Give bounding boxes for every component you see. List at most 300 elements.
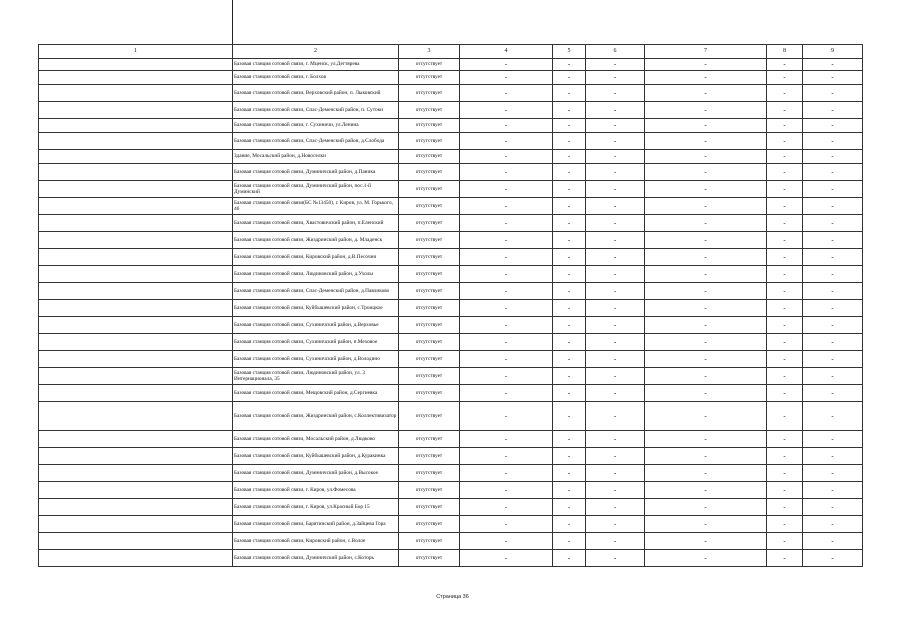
margin-rule [232,0,233,44]
dash-cell: - [586,102,645,119]
dash-cell: - [803,85,863,102]
dash-cell: - [767,119,803,133]
empty-cell [39,150,233,164]
dash-cell: - [553,465,586,482]
dash-cell: - [645,448,767,465]
dash-cell: - [460,164,553,181]
dash-cell: - [803,550,863,567]
dash-cell: - [645,215,767,232]
column-number: 5 [553,45,586,59]
dash-cell: - [803,516,863,533]
dash-cell: - [645,266,767,283]
dash-cell: - [767,164,803,181]
dash-cell: - [553,232,586,249]
object-name-cell: Базовая станция сотовой связи, Куйбышевский район, с.Троицкое [233,300,399,317]
dash-cell: - [586,232,645,249]
dash-cell: - [803,164,863,181]
object-name-cell: Базовая станция сотовой связи, Спас-Деменский район, п. Сутоки [233,102,399,119]
dash-cell: - [586,249,645,266]
table-row [39,385,863,402]
dash-cell: - [645,317,767,334]
dash-cell: - [553,150,586,164]
dash-cell: - [553,402,586,431]
table-body [39,59,863,567]
empty-cell [39,317,233,334]
object-name-cell: Базовая станция сотовой связи, Жиздринский район, с.Коллективизатор [233,402,399,431]
dash-cell: - [767,71,803,85]
dash-cell: - [586,368,645,385]
dash-cell: - [803,351,863,368]
status-cell: отсутствует [399,215,460,232]
dash-cell: - [767,351,803,368]
table-row [39,85,863,102]
dash-cell: - [460,198,553,215]
object-name-cell: Базовая станция сотовой связи, Спас-Деменский район, д.Слобода [233,133,399,150]
dash-cell: - [767,533,803,550]
table-row [39,368,863,385]
dash-cell: - [767,368,803,385]
empty-cell [39,71,233,85]
dash-cell: - [645,181,767,198]
table-row [39,402,863,431]
dash-cell: - [645,402,767,431]
empty-cell [39,448,233,465]
dash-cell: - [586,482,645,499]
empty-cell [39,465,233,482]
dash-cell: - [460,133,553,150]
dash-cell: - [803,482,863,499]
object-name-cell: Базовая станция сотовой связи, Жиздринский район, д. Младенск [233,232,399,249]
dash-cell: - [553,499,586,516]
empty-cell [39,59,233,71]
dash-cell: - [803,71,863,85]
dash-cell: - [553,119,586,133]
object-name-cell: Базовая станция сотовой связи, Куйбышевский район, д.Куракинка [233,448,399,465]
status-cell: отсутствует [399,385,460,402]
dash-cell: - [460,351,553,368]
table-row [39,499,863,516]
table-row [39,283,863,300]
dash-cell: - [645,164,767,181]
dash-cell: - [803,431,863,448]
table-row [39,516,863,533]
status-cell: отсутствует [399,402,460,431]
dash-cell: - [767,334,803,351]
dash-cell: - [586,119,645,133]
status-cell: отсутствует [399,499,460,516]
dash-cell: - [460,499,553,516]
dash-cell: - [586,266,645,283]
object-name-cell: Базовая станция сотовой связи(БС №13450), г. Киров, ул. М. Горького, 46 [233,198,399,215]
dash-cell: - [553,368,586,385]
dash-cell: - [553,85,586,102]
dash-cell: - [645,334,767,351]
dash-cell: - [553,133,586,150]
empty-cell [39,516,233,533]
dash-cell: - [803,283,863,300]
dash-cell: - [460,300,553,317]
object-name-cell: Базовая станция сотовой связи, Хвастовичский район, п.Еленский [233,215,399,232]
status-cell: отсутствует [399,465,460,482]
status-cell: отсутствует [399,249,460,266]
dash-cell: - [767,249,803,266]
status-cell: отсутствует [399,368,460,385]
empty-cell [39,232,233,249]
empty-cell [39,550,233,567]
column-number: 1 [39,45,233,59]
dash-cell: - [460,516,553,533]
dash-cell: - [767,516,803,533]
status-cell: отсутствует [399,317,460,334]
dash-cell: - [460,431,553,448]
dash-cell: - [553,482,586,499]
empty-cell [39,198,233,215]
header-row [39,45,863,59]
table-row [39,59,863,71]
object-name-cell: Базовая станция сотовой связи, Людиновский район, д.Ухолы [233,266,399,283]
dash-cell: - [553,181,586,198]
status-cell: отсутствует [399,85,460,102]
dash-cell: - [803,402,863,431]
dash-cell: - [460,266,553,283]
table-row [39,317,863,334]
object-name-cell: Базовая станция сотовой связи, Думиничский район, пос.1-й Думинский [233,181,399,198]
empty-cell [39,85,233,102]
dash-cell: - [586,533,645,550]
dash-cell: - [553,71,586,85]
status-cell: отсутствует [399,533,460,550]
status-cell: отсутствует [399,266,460,283]
dash-cell: - [553,317,586,334]
dash-cell: - [803,499,863,516]
status-cell: отсутствует [399,119,460,133]
dash-cell: - [767,198,803,215]
table-row [39,448,863,465]
dash-cell: - [553,215,586,232]
dash-cell: - [553,550,586,567]
dash-cell: - [586,283,645,300]
object-name-cell: Базовая станция сотовой связи, Людиновский район, ул. 3 Интернационала, 35 [233,368,399,385]
dash-cell: - [645,59,767,71]
dash-cell: - [460,465,553,482]
dash-cell: - [586,133,645,150]
dash-cell: - [767,550,803,567]
empty-cell [39,431,233,448]
dash-cell: - [645,198,767,215]
dash-cell: - [586,181,645,198]
dash-cell: - [460,448,553,465]
dash-cell: - [767,133,803,150]
column-number: 7 [645,45,767,59]
empty-cell [39,102,233,119]
dash-cell: - [460,232,553,249]
dash-cell: - [586,448,645,465]
dash-cell: - [767,85,803,102]
empty-cell [39,499,233,516]
object-name-cell: Базовая станция сотовой связи, Верховский район, п. Лыковский [233,85,399,102]
empty-cell [39,181,233,198]
dash-cell: - [767,181,803,198]
table-row [39,71,863,85]
dash-cell: - [586,516,645,533]
status-cell: отсутствует [399,164,460,181]
status-cell: отсутствует [399,232,460,249]
dash-cell: - [767,385,803,402]
dash-cell: - [553,266,586,283]
dash-cell: - [645,550,767,567]
dash-cell: - [586,59,645,71]
dash-cell: - [460,249,553,266]
dash-cell: - [553,351,586,368]
table-row [39,102,863,119]
empty-cell [39,249,233,266]
status-cell: отсутствует [399,516,460,533]
dash-cell: - [645,249,767,266]
table-row [39,431,863,448]
table-row [39,249,863,266]
dash-cell: - [460,334,553,351]
empty-cell [39,402,233,431]
dash-cell: - [803,266,863,283]
dash-cell: - [460,59,553,71]
object-name-cell: Базовая станция сотовой связи, Сухиничский район, д.Верховье [233,317,399,334]
dash-cell: - [803,150,863,164]
dash-cell: - [767,215,803,232]
dash-cell: - [460,385,553,402]
dash-cell: - [553,102,586,119]
table-row [39,119,863,133]
dash-cell: - [460,102,553,119]
dash-cell: - [645,133,767,150]
dash-cell: - [460,119,553,133]
empty-cell [39,368,233,385]
table-row [39,351,863,368]
object-name-cell: Базовая станция сотовой связи, Сухиничский район, п.Меховое [233,334,399,351]
status-cell: отсутствует [399,283,460,300]
empty-cell [39,133,233,150]
dash-cell: - [460,402,553,431]
dash-cell: - [803,133,863,150]
column-number: 3 [399,45,460,59]
dash-cell: - [767,283,803,300]
dash-cell: - [586,465,645,482]
table-row [39,198,863,215]
dash-cell: - [553,385,586,402]
dash-cell: - [645,283,767,300]
dash-cell: - [645,482,767,499]
dash-cell: - [645,232,767,249]
dash-cell: - [645,368,767,385]
dash-cell: - [460,71,553,85]
object-name-cell: Базовая станция сотовой связи, Думиничский район, д.Высокое [233,465,399,482]
object-name-cell: Здание, Мосальский район, д.Новоселки [233,150,399,164]
status-cell: отсутствует [399,133,460,150]
dash-cell: - [645,351,767,368]
empty-cell [39,533,233,550]
empty-cell [39,283,233,300]
dash-cell: - [553,516,586,533]
dash-cell: - [460,181,553,198]
status-cell: отсутствует [399,351,460,368]
dash-cell: - [460,368,553,385]
object-name-cell: Базовая станция сотовой связи, г. Болхов [233,71,399,85]
dash-cell: - [586,71,645,85]
status-cell: отсутствует [399,550,460,567]
dash-cell: - [460,215,553,232]
dash-cell: - [586,198,645,215]
dash-cell: - [645,300,767,317]
dash-cell: - [586,431,645,448]
dash-cell: - [803,249,863,266]
status-cell: отсутствует [399,334,460,351]
table-row [39,550,863,567]
empty-cell [39,266,233,283]
column-number: 4 [460,45,553,59]
dash-cell: - [460,317,553,334]
dash-cell: - [803,465,863,482]
dash-cell: - [645,465,767,482]
object-name-cell: Базовая станция сотовой связи, г. Киров, ул.Красный Бор 15 [233,499,399,516]
dash-cell: - [553,164,586,181]
dash-cell: - [586,164,645,181]
dash-cell: - [803,368,863,385]
column-number: 9 [803,45,863,59]
dash-cell: - [586,317,645,334]
table-row [39,164,863,181]
object-name-cell: Базовая станция сотовой связи, г. Сухиничи, ул.Ленина [233,119,399,133]
status-cell: отсутствует [399,300,460,317]
status-cell: отсутствует [399,59,460,71]
dash-cell: - [645,119,767,133]
dash-cell: - [553,198,586,215]
dash-cell: - [645,431,767,448]
status-cell: отсутствует [399,198,460,215]
dash-cell: - [803,181,863,198]
dash-cell: - [586,402,645,431]
dash-cell: - [803,102,863,119]
object-name-cell: Базовая станция сотовой связи, Думиничский район, с.Которь [233,550,399,567]
dash-cell: - [553,334,586,351]
column-number: 8 [767,45,803,59]
status-cell: отсутствует [399,150,460,164]
dash-cell: - [586,499,645,516]
object-name-cell: Базовая станция сотовой связи, Спас-Деменский район, д.Павликово [233,283,399,300]
status-cell: отсутствует [399,431,460,448]
dash-cell: - [803,232,863,249]
table-row [39,215,863,232]
empty-cell [39,334,233,351]
dash-cell: - [645,71,767,85]
dash-cell: - [767,431,803,448]
column-number: 2 [233,45,399,59]
dash-cell: - [586,150,645,164]
dash-cell: - [553,533,586,550]
dash-cell: - [586,351,645,368]
dash-cell: - [645,516,767,533]
dash-cell: - [803,533,863,550]
dash-cell: - [803,59,863,71]
dash-cell: - [586,550,645,567]
table-row [39,232,863,249]
object-name-cell: Базовая станция сотовой связи, Кировский район, д.В.Песочня [233,249,399,266]
table-row [39,533,863,550]
dash-cell: - [767,102,803,119]
dash-cell: - [586,85,645,102]
dash-cell: - [586,334,645,351]
dash-cell: - [767,150,803,164]
dash-cell: - [767,59,803,71]
dash-cell: - [460,482,553,499]
dash-cell: - [645,385,767,402]
table-row [39,133,863,150]
dash-cell: - [767,266,803,283]
table-row [39,150,863,164]
dash-cell: - [586,385,645,402]
dash-cell: - [803,317,863,334]
dash-cell: - [803,198,863,215]
dash-cell: - [767,232,803,249]
dash-cell: - [645,533,767,550]
dash-cell: - [553,448,586,465]
dash-cell: - [460,85,553,102]
table-row [39,300,863,317]
empty-cell [39,482,233,499]
dash-cell: - [645,150,767,164]
dash-cell: - [803,448,863,465]
dash-cell: - [767,499,803,516]
dash-cell: - [767,448,803,465]
dash-cell: - [553,59,586,71]
status-cell: отсутствует [399,482,460,499]
dash-cell: - [767,402,803,431]
object-name-cell: Базовая станция сотовой связи, Мосальский район, д.Людково [233,431,399,448]
table-row [39,334,863,351]
dash-cell: - [553,249,586,266]
status-cell: отсутствует [399,448,460,465]
empty-cell [39,300,233,317]
dash-cell: - [553,283,586,300]
register-table [38,44,863,567]
empty-cell [39,164,233,181]
dash-cell: - [460,283,553,300]
object-name-cell: Базовая станция сотовой связи, Барятинский район, д.Зайцева Гора [233,516,399,533]
object-name-cell: Базовая станция сотовой связи, Сухиничский район, д.Володино [233,351,399,368]
dash-cell: - [553,300,586,317]
dash-cell: - [803,119,863,133]
empty-cell [39,119,233,133]
page-number: Страница 36 [436,594,469,600]
dash-cell: - [803,334,863,351]
dash-cell: - [767,465,803,482]
empty-cell [39,215,233,232]
dash-cell: - [803,385,863,402]
table-row [39,482,863,499]
column-number: 6 [586,45,645,59]
dash-cell: - [586,300,645,317]
dash-cell: - [803,300,863,317]
empty-cell [39,385,233,402]
dash-cell: - [645,85,767,102]
object-name-cell: Базовая станция сотовой связи, Думиничский район, д.Паника [233,164,399,181]
object-name-cell: Базовая станция сотовой связи, Кировский район, с.Волое [233,533,399,550]
dash-cell: - [767,300,803,317]
dash-cell: - [553,431,586,448]
object-name-cell: Базовая станция сотовой связи, г. Киров, ул.Фомесова [233,482,399,499]
table-row [39,266,863,283]
status-cell: отсутствует [399,181,460,198]
object-name-cell: Базовая станция сотовой связи, г. Мценск, ул.Дегтярева [233,59,399,71]
dash-cell: - [803,215,863,232]
